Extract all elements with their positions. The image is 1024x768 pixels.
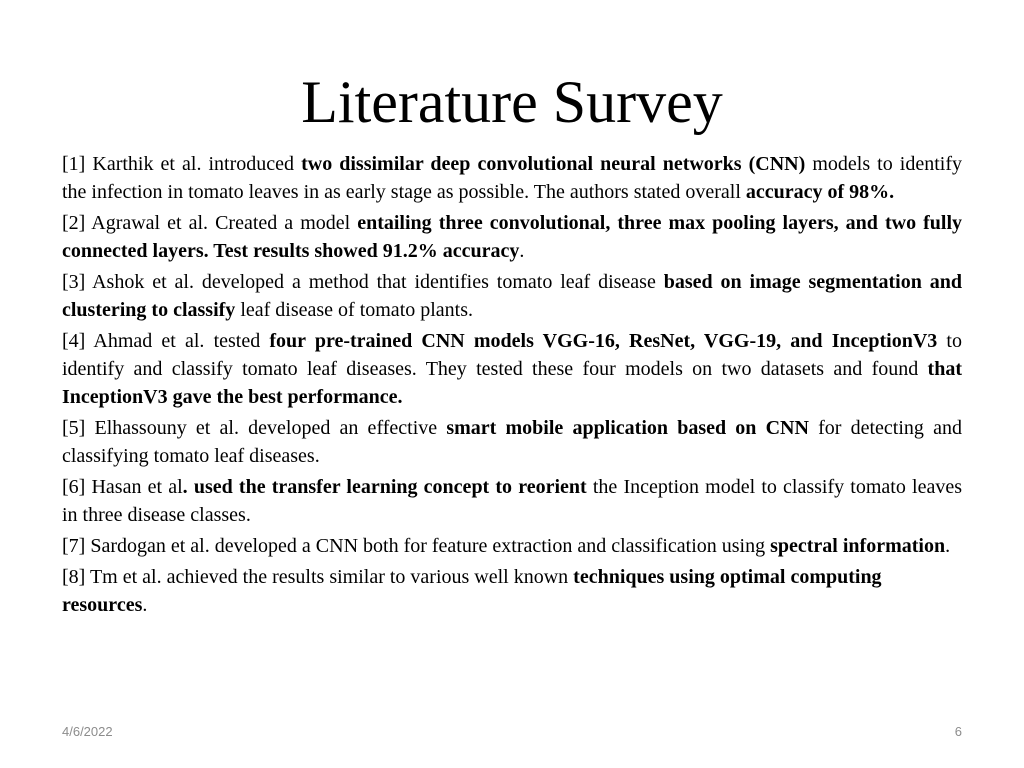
- ref-emphasis: . used the transfer learning concept to reorient: [182, 476, 587, 498]
- ref-text: [1] Karthik et al. introduced: [62, 153, 302, 175]
- reference-item-5: [62, 414, 962, 470]
- ref-text: [3] Ashok et al. developed a method that identifies tomato leaf disease: [62, 271, 664, 293]
- reference-item-4: [62, 327, 962, 411]
- ref-text: leaf disease of tomato plants.: [235, 299, 474, 321]
- reference-item-8: [62, 563, 962, 619]
- ref-text: the Inception model to classify tomato leaves in three disease classes.: [62, 476, 962, 526]
- ref-text: [6] Hasan et al: [62, 476, 183, 498]
- reference-item-2: [62, 209, 962, 265]
- reference-item-7: [62, 532, 962, 560]
- ref-emphasis: smart mobile application based on CNN: [446, 417, 809, 439]
- ref-text: .: [519, 240, 525, 262]
- ref-text: for detecting and classifying tomato leaf diseases.: [62, 417, 962, 467]
- ref-text: [4] Ahmad et al. tested: [62, 330, 270, 352]
- reference-item-6: [62, 473, 962, 529]
- ref-text: .: [142, 594, 148, 616]
- ref-emphasis: entailing three convolutional, three max pooling layers, and two fully connected layers. Test results showed 91.2% accuracy: [62, 212, 962, 262]
- reference-item-3: [62, 268, 962, 324]
- ref-emphasis: that InceptionV3 gave the best performance.: [62, 358, 962, 408]
- ref-text: models to identify the infection in tomato leaves in as early stage as possible. The authors stated overall: [62, 153, 962, 203]
- reference-item-1: [62, 150, 962, 206]
- ref-text: [7] Sardogan et al. developed a CNN both for feature extraction and classification using: [62, 535, 771, 557]
- ref-emphasis: based on image segmentation and clustering to classify: [62, 271, 962, 321]
- ref-emphasis: accuracy of 98%.: [745, 181, 895, 203]
- ref-text: [5] Elhassouny et al. developed an effective: [62, 417, 447, 439]
- reference-list: [62, 150, 962, 622]
- slide-title: Literature Survey: [301, 69, 723, 135]
- ref-text: .: [945, 535, 951, 557]
- ref-emphasis: two dissimilar deep convolutional neural networks (CNN): [301, 153, 806, 175]
- ref-text: [8] Tm et al. achieved the results similar to various well known: [62, 566, 574, 588]
- ref-emphasis: spectral information: [770, 535, 946, 557]
- ref-emphasis: four pre-trained CNN models VGG-16, ResNet, VGG-19, and InceptionV3: [269, 330, 938, 352]
- ref-text: to identify and classify tomato leaf diseases. They tested these four models on two datasets and found: [62, 330, 962, 380]
- ref-text: [2] Agrawal et al. Created a model: [62, 212, 358, 234]
- footer-date: 4/6/2022: [62, 724, 113, 739]
- ref-emphasis: techniques using optimal computing resources: [62, 566, 882, 616]
- page-number: 6: [954, 724, 962, 739]
